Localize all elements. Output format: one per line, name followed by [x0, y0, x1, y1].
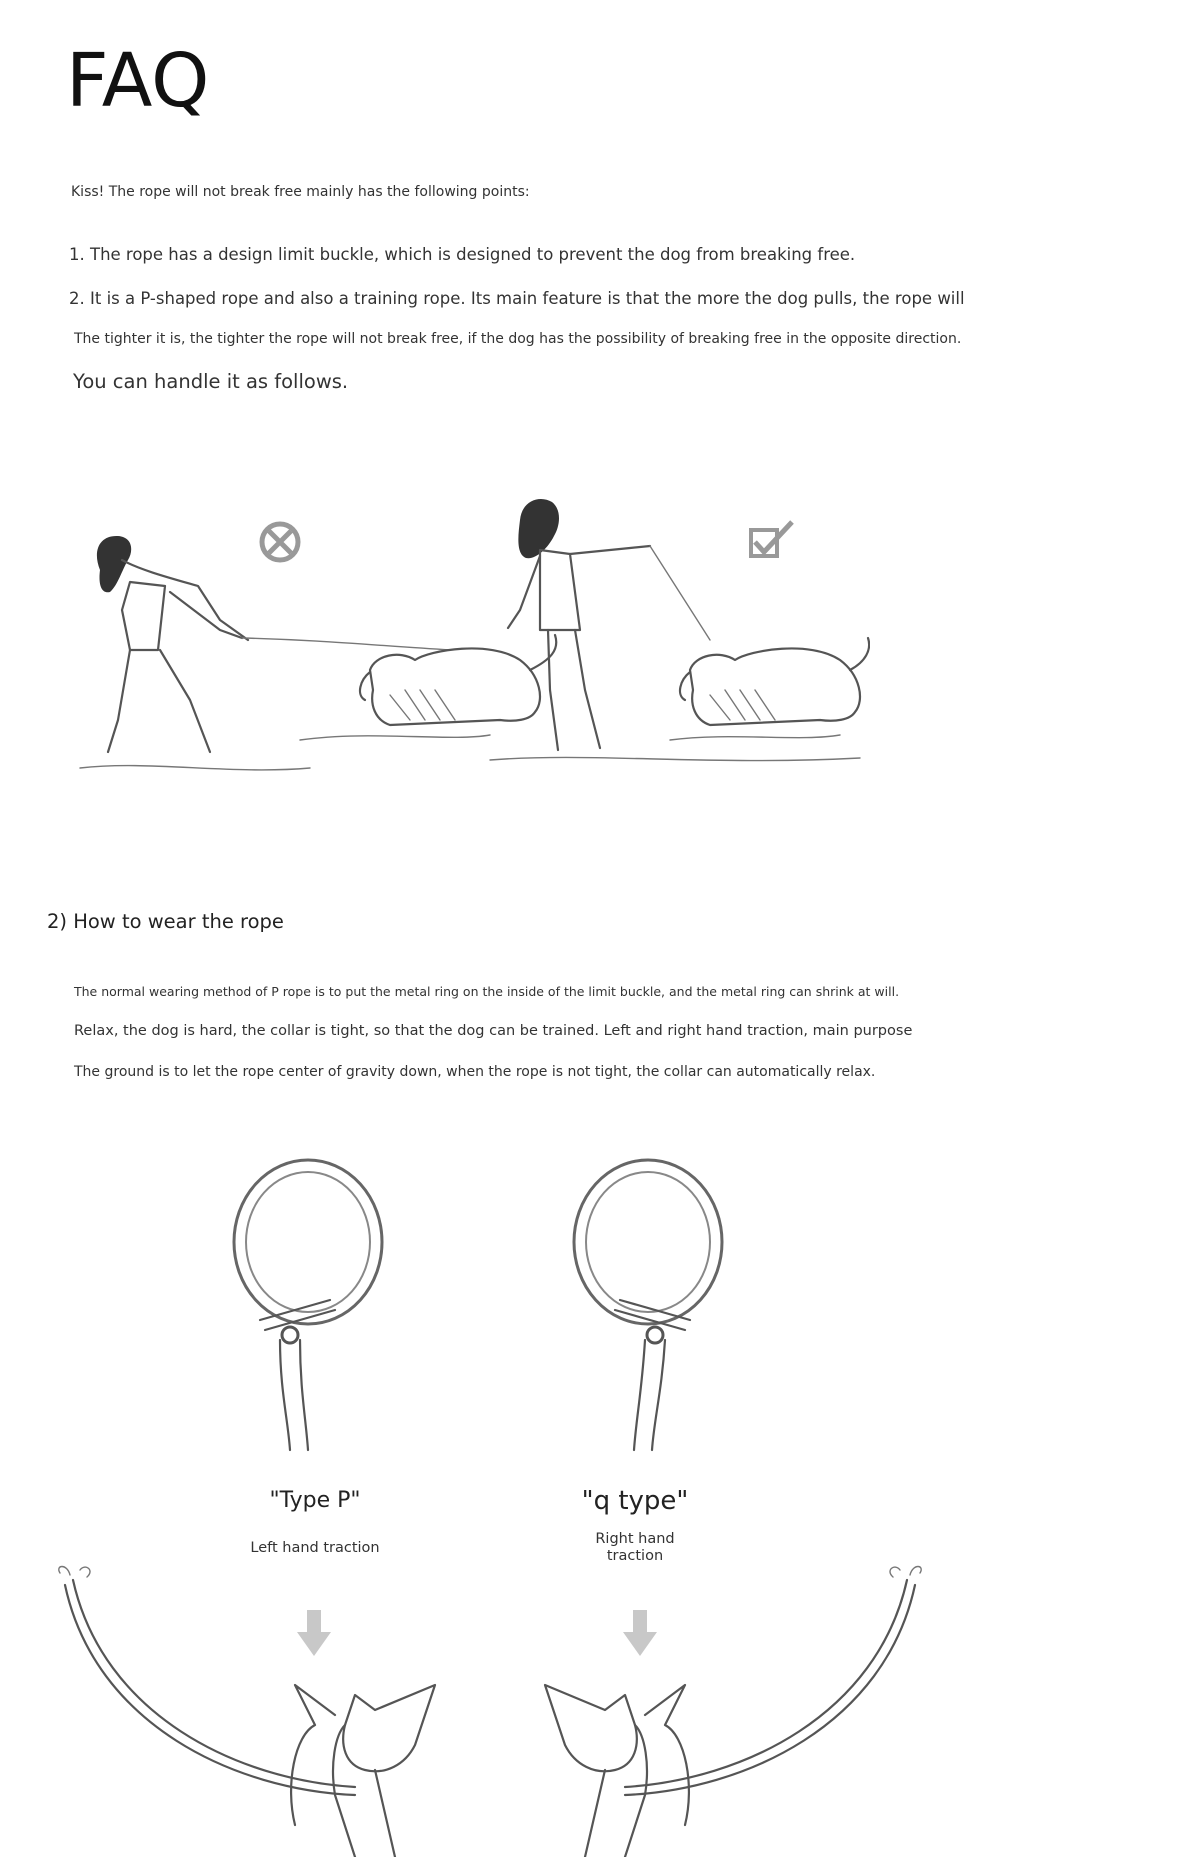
section-heading: 2) How to wear the rope — [47, 910, 284, 933]
faq-point-2-continued: The tighter it is, the tighter the rope will not break free, if the dog has the possibility of breaking free in the opposite direction. — [74, 331, 962, 347]
rope-loop-p — [220, 1150, 400, 1460]
page-title: FAQ — [66, 38, 210, 124]
dog-sitting — [680, 638, 869, 725]
circle-x-icon — [262, 524, 298, 560]
wear-line-2: Relax, the dog is hard, the collar is tight, so that the dog can be trained. Left and right hand traction, main purpose — [74, 1023, 913, 1039]
dog-wearing-p-rope — [55, 1565, 455, 1857]
person-pulling — [97, 536, 450, 752]
type-q-label: "q type" — [581, 1486, 689, 1516]
faq-point-1: 1. The rope has a design limit buckle, which is designed to prevent the dog from breaking free. — [69, 245, 856, 264]
type-p-label: "Type P" — [269, 1488, 361, 1513]
wear-line-3: The ground is to let the rope center of gravity down, when the rope is not tight, the collar can automatically relax. — [74, 1064, 876, 1080]
rope-loop-q — [560, 1150, 740, 1460]
faq-handle-note: You can handle it as follows. — [73, 370, 349, 393]
wear-line-1: The normal wearing method of P rope is to put the metal ring on the inside of the limit buckle, and the metal ring can shrink at will. — [74, 984, 900, 999]
pulling-illustration — [70, 490, 870, 790]
type-p-description: Left hand traction — [250, 1540, 380, 1556]
type-q-description: Right hand traction — [595, 1531, 675, 1564]
dog-wearing-q-rope — [525, 1565, 925, 1857]
faq-point-2: 2. It is a P-shaped rope and also a training rope. Its main feature is that the more the dog pulls, the rope will — [69, 289, 965, 308]
checkbox-check-icon — [751, 522, 792, 556]
faq-intro: Kiss! The rope will not break free mainly has the following points: — [71, 184, 530, 200]
dog-resisting — [360, 635, 556, 725]
person-standing — [508, 499, 710, 750]
